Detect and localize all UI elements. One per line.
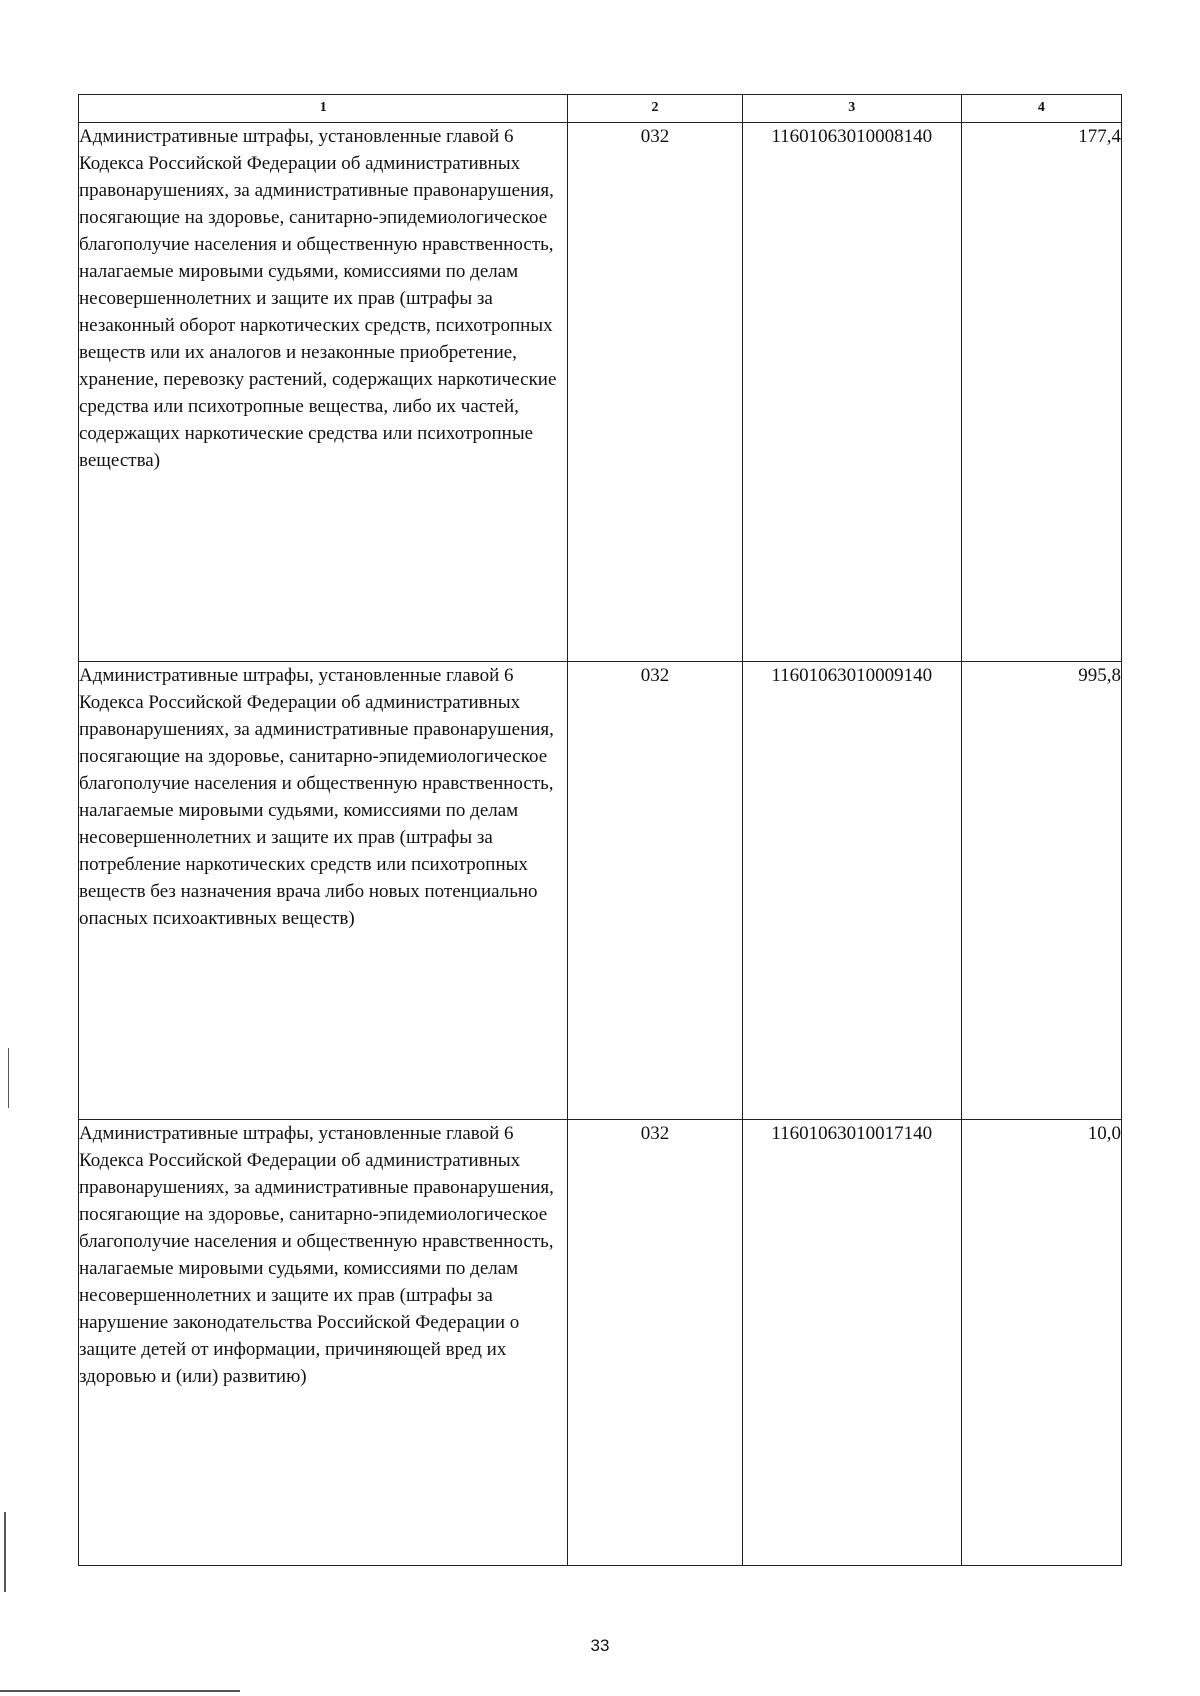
- administrator-code-cell: 032: [568, 662, 742, 1120]
- amount-cell: 177,4: [961, 123, 1121, 662]
- table-row: [79, 123, 1122, 662]
- column-header-4: 4: [961, 95, 1121, 123]
- column-header-2: 2: [568, 95, 742, 123]
- scan-artifact-line: [8, 1048, 9, 1108]
- revenue-name-cell: Административные штрафы, установленные главой 6 Кодекса Российской Федерации об административных правонарушениях, за административные правонарушения, посягающие на здоровье, санитарно-эпидемиологическое благополучие населения и общественную нравственность, налагаемые мировыми судьями, комиссиями по делам несовершеннолетних и защите их прав (штрафы за незаконный оборот наркотических средств, психотропных веществ или их аналогов и незаконные приобретение, хранение, перевозку растений, содержащих наркотические средства или психотропные вещества, либо их частей, содержащих наркотические средства или психотропные вещества): [79, 123, 568, 662]
- page-number: 33: [590, 1636, 610, 1655]
- amount-cell: 995,8: [961, 662, 1121, 1120]
- table-header-row: [79, 95, 1122, 123]
- budget-classification-code-cell: 11601063010017140: [742, 1120, 961, 1566]
- scan-artifact-line: [0, 1690, 240, 1692]
- revenue-table: [78, 94, 1122, 1566]
- column-header-1: 1: [79, 95, 568, 123]
- scan-artifact-line: [4, 1512, 6, 1592]
- column-header-3: 3: [742, 95, 961, 123]
- budget-classification-code-cell: 11601063010009140: [742, 662, 961, 1120]
- amount-cell: 10,0: [961, 1120, 1121, 1566]
- table-row: [79, 1120, 1122, 1566]
- revenue-name-cell: Административные штрафы, установленные главой 6 Кодекса Российской Федерации об административных правонарушениях, за административные правонарушения, посягающие на здоровье, санитарно-эпидемиологическое благополучие населения и общественную нравственность, налагаемые мировыми судьями, комиссиями по делам несовершеннолетних и защите их прав (штрафы за потребление наркотических средств или психотропных веществ без назначения врача либо новых потенциально опасных психоактивных веществ): [79, 662, 568, 1120]
- administrator-code-cell: 032: [568, 1120, 742, 1566]
- administrator-code-cell: 032: [568, 123, 742, 662]
- table-row: [79, 662, 1122, 1120]
- revenue-name-cell: Административные штрафы, установленные главой 6 Кодекса Российской Федерации об административных правонарушениях, за административные правонарушения, посягающие на здоровье, санитарно-эпидемиологическое благополучие населения и общественную нравственность, налагаемые мировыми судьями, комиссиями по делам несовершеннолетних и защите их прав (штрафы за нарушение законодательства Российской Федерации о защите детей от информации, причиняющей вред их здоровью и (или) развитию): [79, 1120, 568, 1566]
- budget-classification-code-cell: 11601063010008140: [742, 123, 961, 662]
